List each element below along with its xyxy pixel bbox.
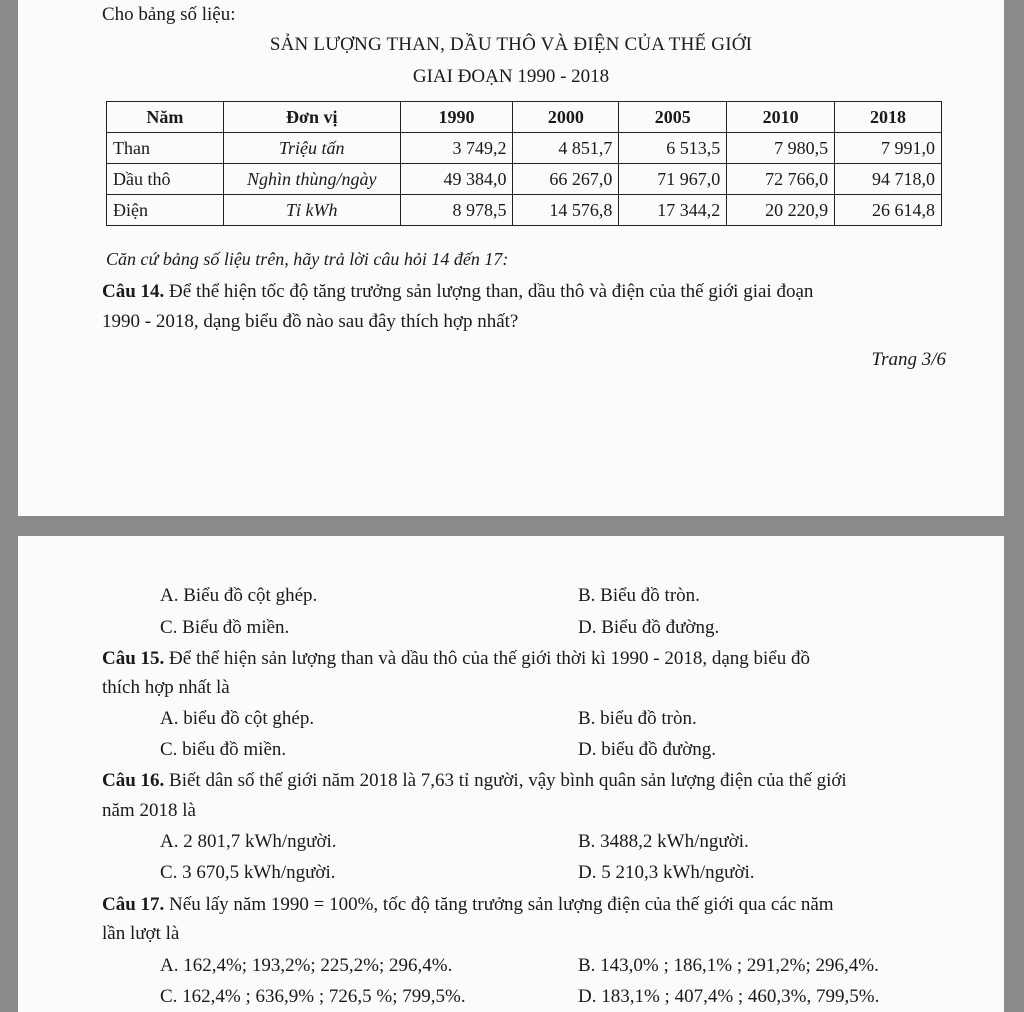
instruction-note: Căn cứ bảng số liệu trên, hãy trả lời câu hỏi 14 đến 17: [106,249,509,269]
question-text: Biết dân số thế giới năm 2018 là 7,63 tỉ người, vậy bình quân sản lượng điện của thế giới [169,770,847,791]
table-header-row [107,102,942,133]
q14-option-a[interactable]: A. Biểu đồ cột ghép. [160,585,318,606]
header-2010: 2010 [727,102,835,133]
q14-option-c[interactable]: C. Biểu đồ miền. [160,617,290,638]
cell-value: 49 384,0 [400,164,513,195]
data-table [106,101,942,226]
question-text-line2: lần lượt là [102,923,180,944]
q15-option-b[interactable]: B. biểu đồ tròn. [578,708,697,729]
question-15 [102,648,810,670]
row-unit: Nghìn thùng/ngày [223,164,400,195]
header-2018: 2018 [835,102,942,133]
cell-value: 14 576,8 [513,195,619,226]
question-text-line2: thích hợp nhất là [102,677,230,698]
question-16 [102,770,847,792]
exam-page-bottom [18,536,1004,1012]
q16-option-c[interactable]: C. 3 670,5 kWh/người. [160,862,336,883]
question-label: Câu 14. [102,281,165,302]
table-title: SẢN LƯỢNG THAN, DẦU THÔ VÀ ĐIỆN CỦA THẾ GIỚI [269,34,753,55]
table-subtitle: GIAI ĐOẠN 1990 - 2018 [412,66,610,87]
cell-value: 94 718,0 [835,164,942,195]
q14-option-d[interactable]: D. Biểu đồ đường. [578,617,720,638]
question-label: Câu 15. [102,648,165,669]
cell-value: 20 220,9 [727,195,835,226]
q15-option-d[interactable]: D. biểu đồ đường. [578,739,717,760]
row-name: Dầu thô [107,164,224,195]
question-label: Câu 17. [102,894,165,915]
question-label: Câu 16. [102,770,165,791]
question-17 [102,894,834,916]
question-text: Để thể hiện tốc độ tăng trưởng sản lượng than, dầu thô và điện của thế giới giai đoạn [169,281,814,302]
q17-option-b[interactable]: B. 143,0% ; 186,1% ; 291,2%; 296,4%. [578,955,879,976]
intro-text: Cho bảng số liệu: [102,4,236,25]
question-text: Nếu lấy năm 1990 = 100%, tốc độ tăng trưởng sản lượng điện của thế giới qua các năm [169,894,834,915]
q15-option-c[interactable]: C. biểu đồ miền. [160,739,287,760]
table-row [107,164,942,195]
q17-option-a[interactable]: A. 162,4%; 193,2%; 225,2%; 296,4%. [160,955,453,976]
cell-value: 6 513,5 [619,133,727,164]
question-14 [102,281,813,303]
q14-option-b[interactable]: B. Biểu đồ tròn. [578,585,700,606]
cell-value: 66 267,0 [513,164,619,195]
cell-value: 7 991,0 [835,133,942,164]
q17-option-c[interactable]: C. 162,4% ; 636,9% ; 726,5 %; 799,5%. [160,986,466,1007]
page-number: Trang 3/6 [871,349,946,370]
cell-value: 26 614,8 [835,195,942,226]
q16-option-b[interactable]: B. 3488,2 kWh/người. [578,831,749,852]
exam-page-top [18,0,1004,516]
q15-option-a[interactable]: A. biểu đồ cột ghép. [160,708,315,729]
row-name: Than [107,133,224,164]
q16-option-d[interactable]: D. 5 210,3 kWh/người. [578,862,755,883]
cell-value: 17 344,2 [619,195,727,226]
q16-option-a[interactable]: A. 2 801,7 kWh/người. [160,831,337,852]
header-nam: Năm [107,102,224,133]
question-text-line2: 1990 - 2018, dạng biểu đồ nào sau đây thích hợp nhất? [102,311,519,332]
cell-value: 8 978,5 [400,195,513,226]
cell-value: 3 749,2 [400,133,513,164]
header-2005: 2005 [619,102,727,133]
cell-value: 4 851,7 [513,133,619,164]
cell-value: 72 766,0 [727,164,835,195]
row-name: Điện [107,195,224,226]
table-row [107,133,942,164]
cell-value: 71 967,0 [619,164,727,195]
table-row [107,195,942,226]
question-text: Để thể hiện sản lượng than và dầu thô của thế giới thời kì 1990 - 2018, dạng biểu đồ [169,648,810,669]
header-2000: 2000 [513,102,619,133]
header-don-vi: Đơn vị [223,102,400,133]
row-unit: Tỉ kWh [223,195,400,226]
header-1990: 1990 [400,102,513,133]
question-text-line2: năm 2018 là [102,800,196,821]
cell-value: 7 980,5 [727,133,835,164]
row-unit: Triệu tấn [223,133,400,164]
q17-option-d[interactable]: D. 183,1% ; 407,4% ; 460,3%, 799,5%. [578,986,880,1007]
